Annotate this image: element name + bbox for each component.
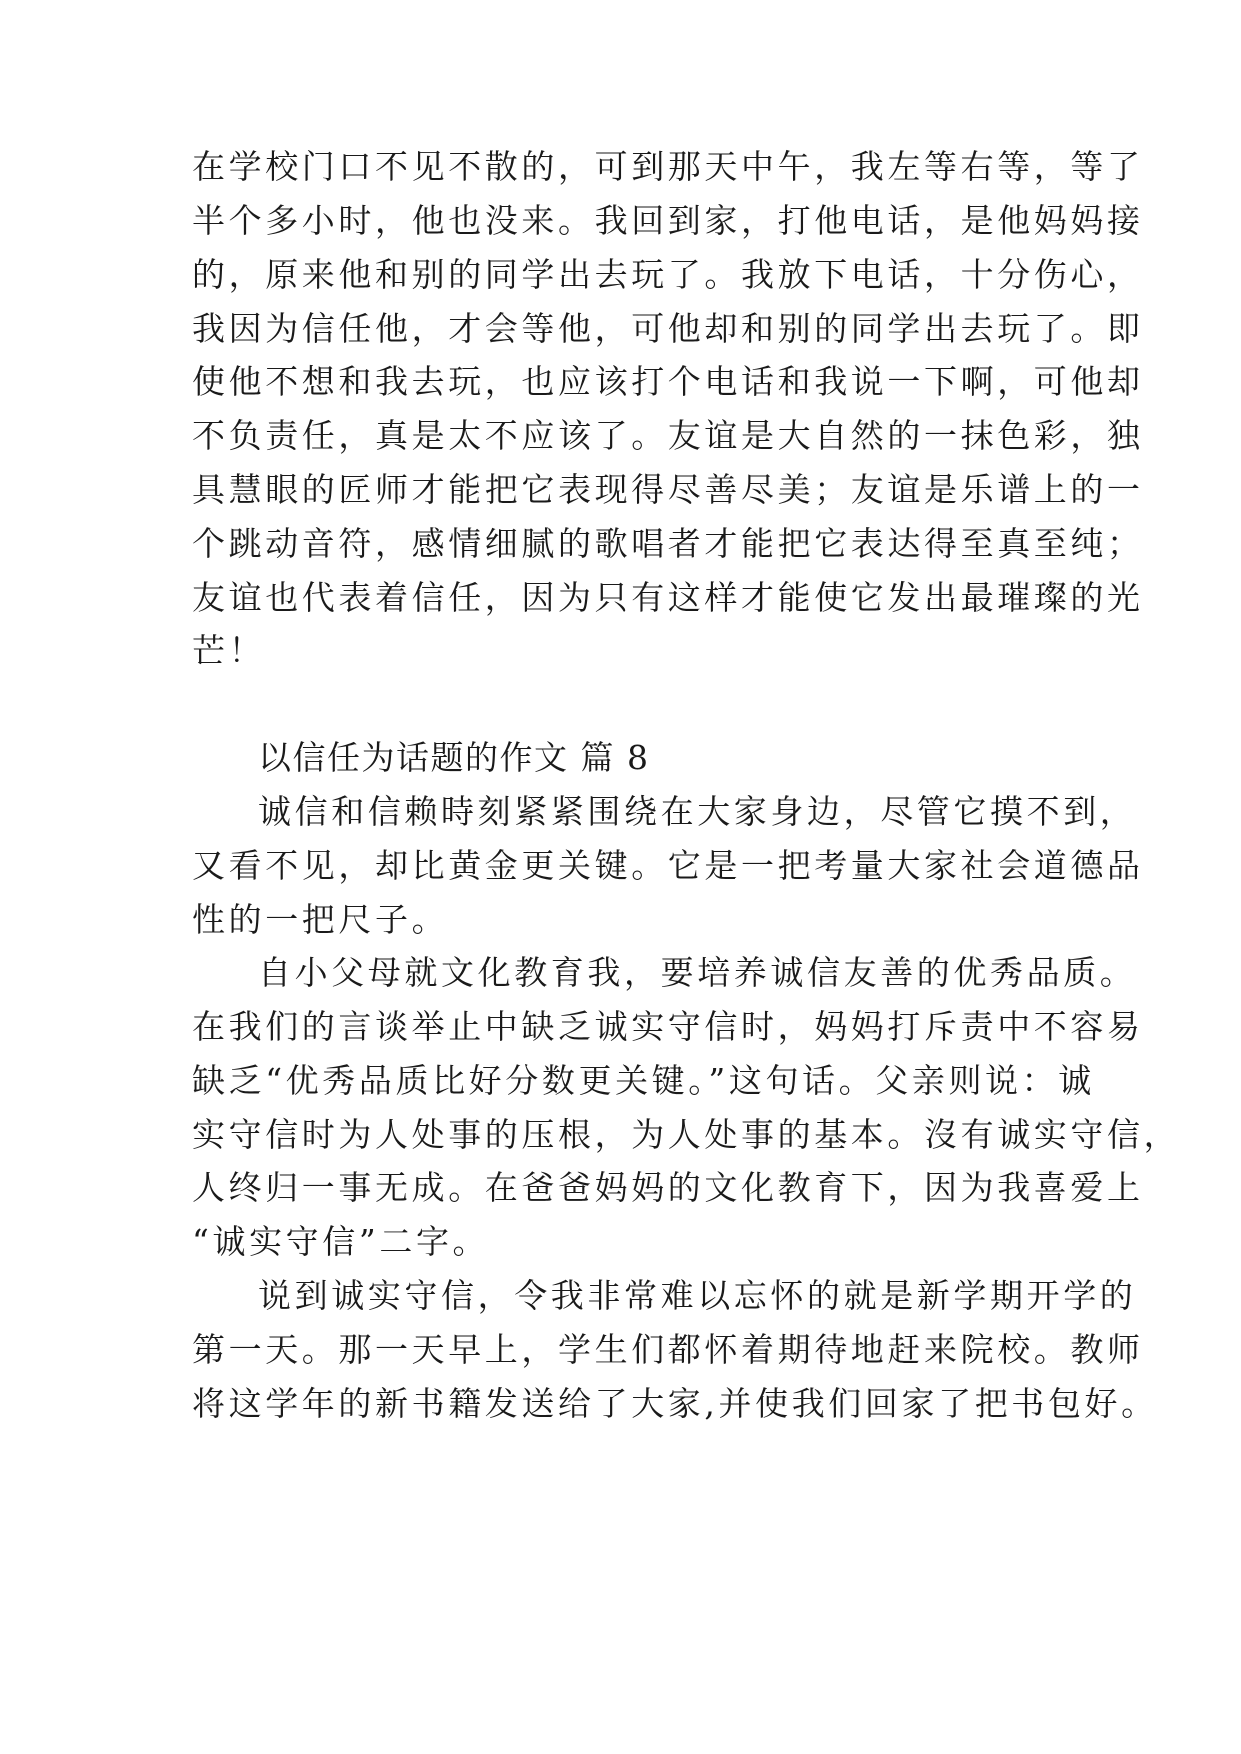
section-heading: 以信任为话题的作文 篇 8 [258, 738, 650, 777]
text-line: 我因为信任他，才会等他，可他却和别的同学出去玩了。即 [192, 309, 1144, 348]
text-line: 人终归一事无成。在爸爸妈妈的文化教育下，因为我喜爱上 [192, 1168, 1144, 1207]
text-line: 第一天。那一天早上，学生们都怀着期待地赶来院校。教师 [192, 1330, 1144, 1369]
text-line: 的，原来他和别的同学出去玩了。我放下电话，十分伤心， [192, 255, 1144, 294]
text-line: 自小父母就文化教育我，要培养诚信友善的优秀品质。 [258, 953, 1137, 992]
text-line: 个跳动音符，感情细腻的歌唱者才能把它表达得至真至纯； [192, 524, 1144, 563]
text-line: 芒！ [192, 631, 266, 670]
text-line: 在我们的言谈举止中缺乏诚实守信时，妈妈打斥责中不容易 [192, 1007, 1144, 1046]
text-line: 又看不见，却比黄金更关键。它是一把考量大家社会道德品 [192, 846, 1144, 885]
text-line: 将这学年的新书籍发送给了大家,并使我们回家了把书包好。 [192, 1384, 1158, 1423]
text-line: 具慧眼的匠师才能把它表现得尽善尽美；友谊是乐谱上的一 [192, 470, 1144, 509]
text-line: 说到诚实守信，令我非常难以忘怀的就是新学期开学的 [258, 1276, 1137, 1315]
text-line: 性的一把尺子。 [192, 900, 449, 939]
text-line: 实守信时为人处事的压根，为人处事的基本。沒有诚实守信， [192, 1115, 1181, 1154]
text-line: “诚实守信”二字。 [192, 1222, 490, 1261]
text-line: 诚信和信赖時刻紧紧围绕在大家身边，尽管它摸不到， [258, 792, 1137, 831]
text-line: 友谊也代表着信任，因为只有这样才能使它发出最璀璨的光 [192, 578, 1144, 617]
text-line: 使他不想和我去玩，也应该打个电话和我说一下啊，可他却 [192, 362, 1144, 401]
text-line: 在学校门口不见不散的，可到那天中午，我左等右等，等了 [192, 147, 1144, 186]
text-line: 不负责任，真是太不应该了。友谊是大自然的一抹色彩，独 [192, 416, 1144, 455]
text-line: 半个多小时，他也没来。我回到家，打他电话，是他妈妈接 [192, 201, 1144, 240]
text-line: 缺乏“优秀品质比好分数更关键。”这句话。父亲则说：诚 [192, 1061, 1095, 1100]
